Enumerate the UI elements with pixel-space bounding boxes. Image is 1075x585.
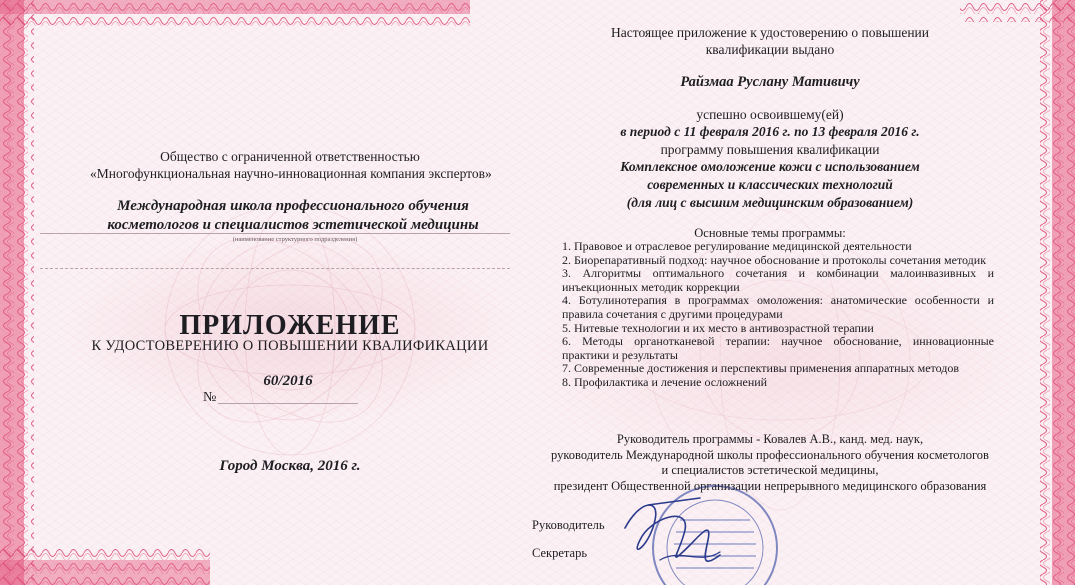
signature-head-label: Руководитель [532, 518, 605, 532]
topic-item: 5. Нитевые технологии и их место в антивозрастной терапии [562, 320, 874, 335]
school-name [78, 197, 508, 235]
topics-list [562, 240, 994, 390]
topics-heading: Основные темы программы: [694, 226, 846, 240]
topic-item: 8. Профилактика и лечение осложнений [562, 374, 768, 389]
program-head-info [520, 432, 1020, 494]
course-line-3: (для лиц с высшим медицинским образованием) [626, 195, 914, 210]
second-underline [40, 268, 510, 269]
number-underline [218, 403, 358, 404]
course-line-2: современных и классических технологий [647, 177, 893, 192]
intro-line-2: квалификации выдано [705, 42, 835, 57]
program-head-line-2: руководитель Международной школы профессионального обучения косметологов [551, 447, 989, 462]
program-head-line-4: президент Общественной организации непрерывного медицинского образования [553, 478, 987, 493]
intro-line-1: Настоящее приложение к удостоверению о повышении [610, 25, 929, 40]
signature-image [625, 498, 720, 561]
training-period: в период с 11 февраля 2016 г. по 13 февраля 2016 г. [620, 124, 920, 139]
organization-line-1: Общество с ограниченной ответственностью [160, 149, 420, 164]
mastered-text: успешно освоившему(ей) [696, 107, 844, 122]
city-year: Город Москва, 2016 г. [219, 458, 361, 474]
topic-item: 2. Биорепаративный подход: научное обоснование и протоколы сочетания методик [562, 252, 987, 267]
unit-caption: (наименование структурного подразделения) [232, 236, 358, 243]
number-symbol: № [203, 390, 217, 405]
program-head-line-1: Руководитель программы - Ковалев А.В., канд. мед. наук, [616, 432, 924, 446]
document-number: 60/2016 [263, 373, 313, 389]
topic-item: 4. Ботулинотерапия в программах омоложения: анатомические особенности и правила сочетания с другими процедурами [562, 293, 994, 321]
signature-secretary-label: Секретарь [532, 546, 588, 560]
program-head-line-3: и специалистов эстетической медицины, [661, 463, 879, 477]
school-underline [40, 233, 510, 234]
program-intro: программу повышения квалификации [660, 142, 880, 157]
topic-item: 7. Современные достижения и перспективы применения аппаратных методов [562, 361, 960, 376]
document-title: ПРИЛОЖЕНИЕ [179, 310, 401, 341]
school-line-1: Международная школа профессионального обучения [117, 198, 469, 214]
recipient-name: Райзмаа Руслану Мативичу [680, 74, 860, 90]
topic-item: 3. Алгоритмы оптимального сочетания и комбинации малоинвазивных и инъекционных методик коррекции [562, 266, 994, 294]
school-line-2: косметологов и специалистов эстетической медицины [107, 217, 479, 233]
topic-item: 1. Правовое и отраслевое регулирование медицинской деятельности [562, 239, 912, 253]
course-title [560, 158, 980, 212]
topic-item: 6. Методы органотканевой терапии: научное обоснование, инновационные практики и результаты [562, 334, 994, 362]
course-line-1: Комплексное омоложение кожи с использованием [620, 159, 920, 174]
top-border-right [960, 0, 1075, 22]
intro-text [560, 24, 980, 58]
stamp-image [653, 486, 777, 585]
organization-line-2: «Многофункциональная научно-инновационная компания экспертов» [90, 166, 492, 181]
document-subtitle: К УДОСТОВЕРЕНИЮ О ПОВЫШЕНИИ КВАЛИФИКАЦИИ [91, 338, 489, 354]
organization-name [90, 148, 490, 182]
